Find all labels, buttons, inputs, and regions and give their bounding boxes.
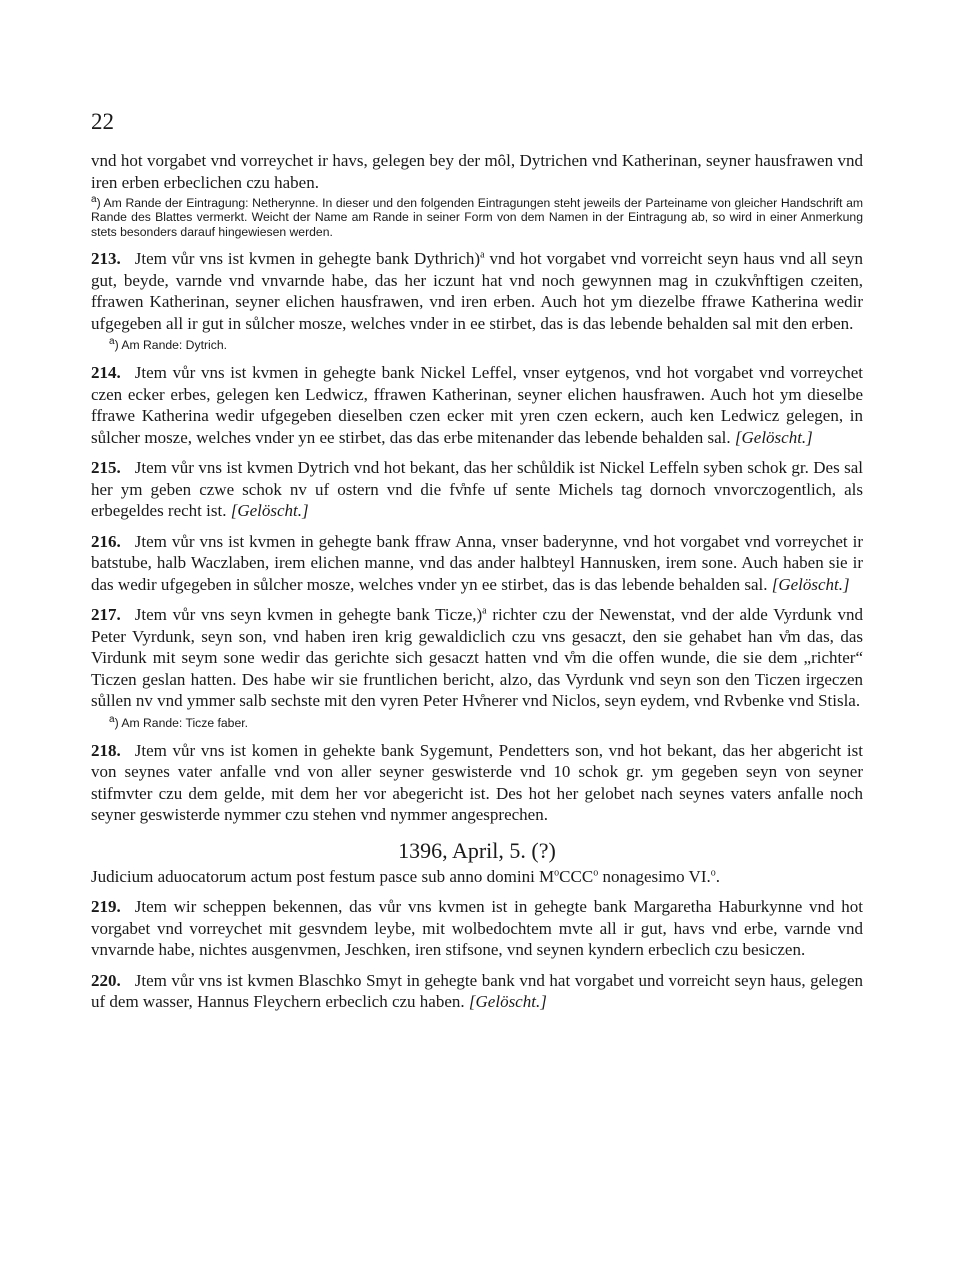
section-heading [91, 866, 863, 888]
footnote-text: ) Am Rande der Eintragung: Netherynne. In dieser und den folgenden Eintragungen steht jeweils der Parteiname von gleicher Handschrift am Rande des Blattes vermerkt. Weicht der Name am Rande in seiner Form von dem Namen in der Eintragung ab, so wird in einer Anmerkung stets besonders darauf hingewiesen werden. [91, 196, 863, 239]
entry-paragraph [91, 604, 863, 712]
entry-text: Jtem vůr vns ist kvmen in gehegte bank Nickel Leffel, vnser eytgenos, vnd hot vorgabet vnd vorreychet czen ecker erbes, gelegen ken Ledwicz, ffrawen Katherinan, seyner elichen hausfrawen. Auch hot ym dieselbe ffrawe Katherina wedir ufgegeben dieselben czen ecker mit yren czen eckern, auch ken Ledwicz gelegen, in sůlcher mosze, welches vnder yn ee stirbet, das das erbe mitenander das lebende behalden sal. [91, 363, 863, 447]
deleted-mark: [Gelöscht.] [230, 501, 309, 521]
entry-text: Jtem vůr vns seyn kvmen in gehegte bank Ticze,) [134, 605, 483, 625]
entry-paragraph [91, 248, 863, 334]
entry-paragraph [91, 896, 863, 961]
entry-paragraph [91, 740, 863, 826]
intro-footnote [91, 193, 863, 239]
entry-paragraph [91, 531, 863, 596]
entry-number: 220. [91, 970, 121, 990]
section-heading-tail: nonagesimo VI. [598, 866, 711, 886]
deleted-mark: [Gelöscht.] [468, 992, 547, 1012]
date-heading: 1396, April, 5. (?) [398, 837, 556, 863]
section-heading-text: Judicium aduocatorum actum post festum pasce sub anno domini M [91, 866, 555, 886]
entry-paragraph [91, 457, 863, 522]
entry-text: Jtem wir scheppen bekennen, das vůr vns kvmen ist in gehegte bank Margaretha Haburkynne vnd hot vorgabet vnd vorreychet mit gesvndem leybe, mit wolbedochtem mvte all ir gut, havs vnd erbe, varnde vnd vnvarnde habe, nichtes ausgenvmen, Jeschken, iren stifsone, vnd seynen kyndern erbeclich czu besiczen. [91, 897, 863, 960]
deleted-mark: [Gelöscht.] [734, 427, 813, 447]
deleted-mark: [Gelöscht.] [771, 574, 850, 594]
entry-number: 217. [91, 605, 121, 625]
entry-number: 216. [91, 531, 121, 551]
entry-paragraph [91, 362, 863, 448]
entries-list-2 [91, 896, 863, 1013]
entry-text: Jtem vůr vns ist kvmen Dytrich vnd hot bekant, das her schůldik ist Nickel Leffeln syben schok gr. Des sal her ym geben czwe schok nv uf ostern vnd die fv̊nfe uf sente Michels tag dornoch vnvorczogentlich, als erbegeldes recht ist. [91, 458, 863, 521]
section-heading-end: . [715, 866, 720, 886]
section-heading-sup-2: o [593, 867, 599, 879]
footnote-text: ) Am Rande: Ticze faber. [114, 715, 249, 730]
entry-number: 214. [91, 363, 121, 383]
footnote-marker: a [91, 193, 97, 205]
page-number: 22 [91, 109, 114, 134]
entry-text-continued: richter czu der Newenstat, vnd der alde Vyrdunk vnd Peter Vyrdunk, seyn son, vnd haben iren krig gewaldiclich czu vns gesaczt, den sie gehabet han v̊m das, das Virdunk mit seym sone wedir das gerichte sich gesaczt hatten vnd v̊m die offen wunde, die sie dem „richter“ Ticzen geslan hatten. Des habe wir sie fruntlichen bericht, alzo, das Vyrdunk vnd seyn son den Ticzen irgeczen sůllen nv vnd ymmer salb sechste mit den vyren Peter Hv̊nerer vnd Niclos, seyn eydem, vnd Rvbenke vnd Stisla. [91, 605, 863, 711]
entry-text: Jtem vůr vns ist kvmen in gehegte bank Dythrich) [134, 249, 481, 269]
entry-text-continued: vnd hot vorgabet vnd vorreicht seyn haus vnd all seyn gut, beyde, varnde vnd vnvarnde habe, das her iczunt hat vnd noch gewynnen mag in czukv̊nftigen czeiten, ffrawen Katherinan, seyner elichen hausfrawen, vnd iren erben. Auch hot ym diezelbe ffrawe Katherina wedir ufgegeben all ir gut in sůlcher mosze, welches vnder in ee stirbet, das is das lebende behalden sal mit den erben. [91, 249, 863, 333]
entry-number: 218. [91, 740, 121, 760]
section-heading-sup-1: o [554, 867, 560, 879]
footnote-text: ) Am Rande: Dytrich. [114, 338, 227, 353]
entry-footnote [109, 337, 863, 353]
entry-text: Jtem vůr vns ist kvmen in gehegte bank ffraw Anna, vnser baderynne, vnd hot vorgabet vnd vorreychet ir batstube, halb Waczlaben, irem elichen manne, vnd das ander halbteyl Hannusken, irem sone. Auch haben sie ir das wedir ufgegeben in sůlcher mosze, welches vnder yn ee stirbet, das is das lebende behalden sal. [91, 531, 863, 594]
footnote-marker: a [109, 713, 115, 725]
entry-text: Jtem vůr vns ist komen in gehekte bank Sygemunt, Pendetters son, vnd hot bekant, das her abgericht ist von seynes vater anfalle vnd von aller seyner geswisterde vnd 10 schok gr. ym gegeben seyn von seyner stifmvter czu dem gelde, mit dem her vor abegericht ist. Des hot her gelobet nach seynes vaters anfalle noch seyner geswisterde nymmer czu stehen vnd nymmer angesprechen. [91, 740, 863, 825]
entry-text: Jtem vůr vns ist kvmen Blaschko Smyt in gehegte bank vnd hat vorgabet und vorreicht seyn haus, gelegen uf dem wasser, Hannus Fleychern erbeclich czu haben. [91, 970, 863, 1012]
entry-number: 219. [91, 897, 121, 917]
entries-list-1 [91, 248, 863, 826]
entry-number: 215. [91, 458, 121, 478]
entry-footnote [109, 715, 863, 731]
footnote-reference: a [480, 249, 485, 261]
footnote-marker: a [109, 336, 115, 348]
entry-paragraph [91, 970, 863, 1013]
entry-number: 213. [91, 249, 121, 269]
footnote-reference: a [482, 605, 487, 617]
intro-paragraph: vnd hot vorgabet vnd vorreychet ir havs, gelegen bey der mȏl, Dytrichen vnd Katherinan, seyner hausfrawen vnd iren erben erbeclichen czu haben. [91, 151, 863, 192]
section-heading-sup-3: o [710, 867, 716, 879]
section-heading-mid: CCC [559, 866, 594, 886]
